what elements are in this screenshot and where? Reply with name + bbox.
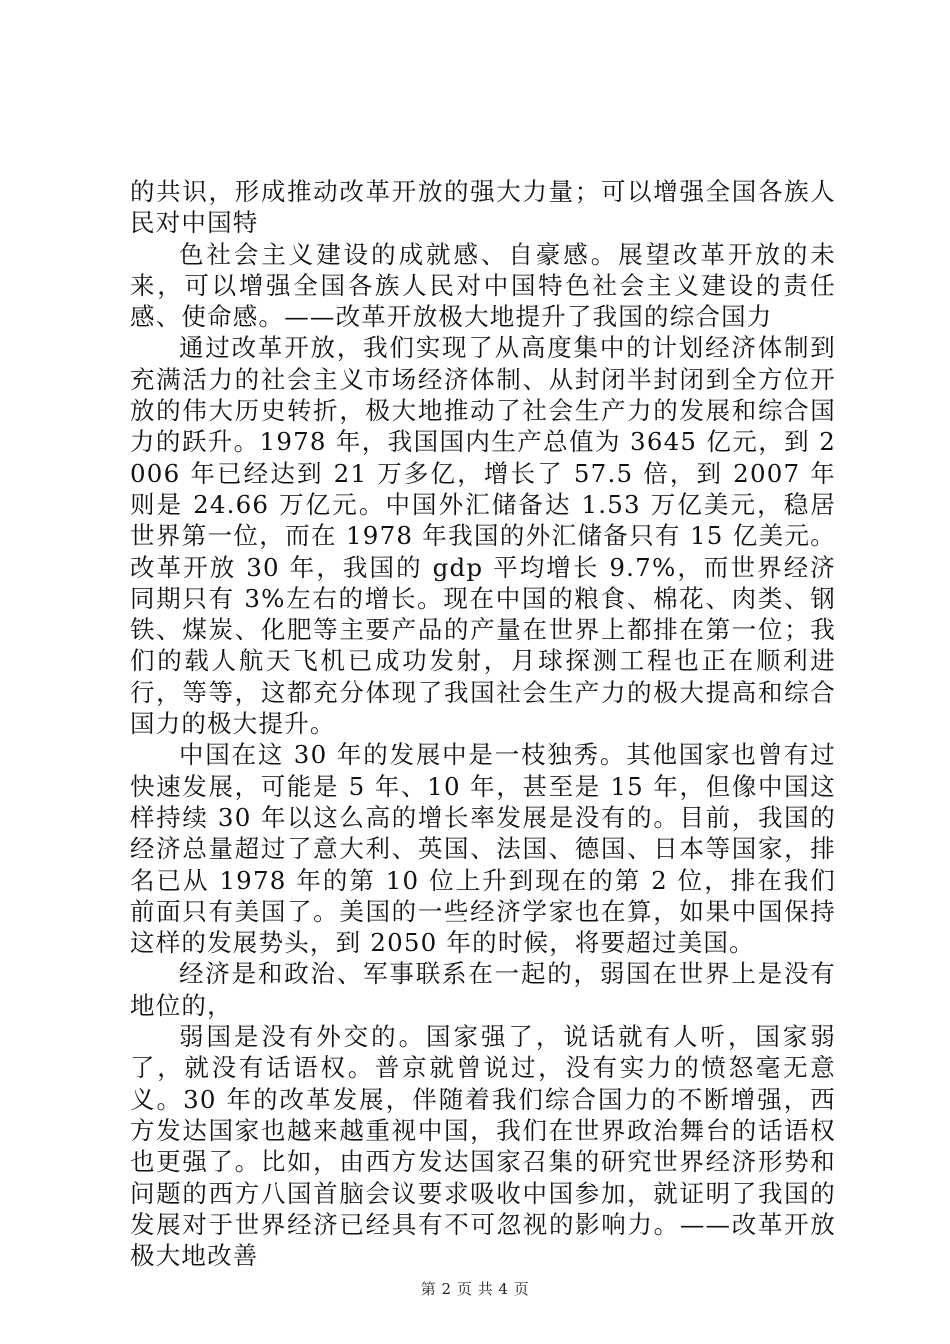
paragraph-5: 经济是和政治、军事联系在一起的，弱国在世界上是没有地位的，	[130, 959, 836, 1020]
page-footer	[0, 1279, 950, 1299]
page-number-label: 第 2 页 共 4 页	[420, 1280, 530, 1298]
paragraph-3: 通过改革开放，我们实现了从高度集中的计划经济体制到充满活力的社会主义市场经济体制、从封闭半封闭到全方位开放的伟大历史转折，极大地推动了社会生产力的发展和综合国力的跃升。1978 年，我国国内生产总值为 3645 亿元，到 2006 年已经达到 21 万多亿，增长了 57.5 倍，到 2007 年则是 24.66 万亿元。中国外汇储备达 1.53 万亿美元，稳居世界第一位，而在 1978 年我国的外汇储备只有 15 亿美元。改革开放 30 年，我国的 gdp 平均增长 9.7%，而世界经济同期只有 3%左右的增长。现在中国的粮食、棉花、肉类、钢铁、煤炭、化肥等主要产品的产量在世界上都排在第一位；我们的载人航天飞机已成功发射，月球探测工程也正在顺利进行，等等，这都充分体现了我国社会生产力的极大提高和综合国力的极大提升。	[130, 333, 836, 739]
paragraph-1: 的共识，形成推动改革开放的强大力量；可以增强全国各族人民对中国特	[130, 177, 836, 238]
paragraph-2: 色社会主义建设的成就感、自豪感。展望改革开放的未来，可以增强全国各族人民对中国特色社会主义建设的责任感、使命感。——改革开放极大地提升了我国的综合国力	[130, 239, 836, 332]
document-body	[130, 176, 836, 1271]
paragraph-4: 中国在这 30 年的发展中是一枝独秀。其他国家也曾有过快速发展，可能是 5 年、10 年，甚至是 15 年，但像中国这样持续 30 年以这么高的增长率发展是没有的。目前，我国的经济总量超过了意大利、英国、法国、德国、日本等国家，排名已从 1978 年的第 10 位上升到现在的第 2 位，排在我们前面只有美国了。美国的一些经济学家也在算，如果中国保持这样的发展势头，到 2050 年的时候，将要超过美国。	[130, 740, 836, 958]
paragraph-6: 弱国是没有外交的。国家强了，说话就有人听，国家弱了，就没有话语权。普京就曾说过，没有实力的愤怒毫无意义。30 年的改革发展，伴随着我们综合国力的不断增强，西方发达国家也越来越重视中国，我们在世界政治舞台的话语权也更强了。比如，由西方发达国家召集的研究世界经济形势和问题的西方八国首脑会议要求吸收中国参加，就证明了我国的发展对于世界经济已经具有不可忽视的影响力。——改革开放极大地改善	[130, 1022, 836, 1271]
